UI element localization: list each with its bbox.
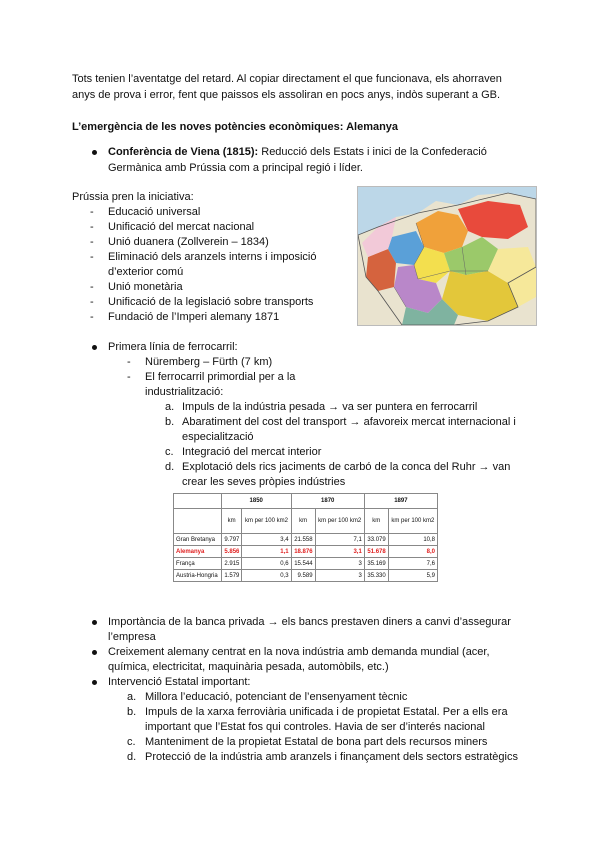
table-subheader: km [291,509,315,534]
prussia-item-continuation: d’exterior comú [108,266,184,278]
section-heading: L’emergència de les noves potències econòmiques: Alemanya [72,121,399,133]
growth-line-2: química, electricitat, maquinària pesada, automòbils, etc.) [108,661,389,673]
table-row [174,534,438,546]
rail-point: Impuls de la indústria pesada → va ser puntera en ferrocarril [182,401,478,413]
bullet-dot [92,620,97,625]
table-year: 1850 [221,494,291,509]
rail-point-cont: especialització [182,431,254,443]
banking-line-1: Importància de la banca privada → els bancs prestaven diners a canvi d’assegurar [108,616,511,628]
dash-marker: - [90,206,94,218]
prussia-intro: Prússia pren la iniciativa: [72,191,194,203]
table-country: Alemanya [174,546,222,558]
rail-point-letter: a. [165,401,175,413]
dash-marker: - [127,356,131,368]
table-cell: 8,0 [388,546,437,558]
table-cell: 21.558 [291,534,315,546]
bullet-dot [92,650,97,655]
table-subheader: km [364,509,388,534]
table-cell: 0,3 [242,570,291,582]
table-cell: 5,9 [388,570,437,582]
table-subheader-row [174,509,438,534]
rail-point-letter: b. [165,416,175,428]
table-cell: 9.589 [291,570,315,582]
prussia-item: Unió duanera (Zollverein – 1834) [108,236,269,248]
rail-sub-1: Nüremberg – Fürth (7 km) [145,356,273,368]
state-point-cont: important que l’Estat fos qui controles. Havia de ser d’interés nacional [145,721,485,733]
dash-marker: - [90,236,94,248]
state-point-letter: d. [127,751,137,763]
table-cell: 35.169 [364,558,388,570]
intro-line-2: anys de prova i error, fent que paissos els assoliran en pocs anys, indòs superant a GB. [72,89,501,101]
table-cell: 3,4 [242,534,291,546]
state-intervention-title: Intervenció Estatal important: [108,676,251,688]
bullet-dot [92,345,97,350]
prussia-item: Unificació del mercat nacional [108,221,255,233]
table-year: 1870 [291,494,364,509]
table-subheader: km per 100 km2 [315,509,364,534]
table-cell: 51.678 [364,546,388,558]
table-subheader: km per 100 km2 [242,509,291,534]
state-point: Protecció de la indústria amb aranzels i finançament dels sectors estratègics [145,751,518,763]
rail-point: Abaratiment del cost del transport → afavoreix mercat internacional i [182,416,516,428]
rail-point-cont: crear les seves pròpies indústries [182,476,346,488]
table-cell: 33.079 [364,534,388,546]
table-cell: 7,1 [315,534,364,546]
table-cell: 5.856 [221,546,242,558]
table-corner [174,494,222,509]
table-cell: 18.876 [291,546,315,558]
state-point: Manteniment de la propietat Estatal de bona part dels recursos miners [145,736,488,748]
rail-point-letter: c. [165,446,174,458]
table-country: Austria-Hongria [174,570,222,582]
bullet-dot [92,150,97,155]
table-cell: 7,6 [388,558,437,570]
table-cell: 3 [315,558,364,570]
prussia-item: Educació universal [108,206,201,218]
prussia-item: Eliminació dels aranzels interns i imposició [108,251,317,263]
table-cell: 35.330 [364,570,388,582]
table-cell: 1.579 [221,570,242,582]
rail-title: Primera línia de ferrocarril: [108,341,238,353]
congress-label: Conferència de Viena (1815): [108,146,259,158]
congress-line-1 [108,145,487,160]
table-country: França [174,558,222,570]
railway-table [173,493,438,582]
rail-point: Explotació dels rics jaciments de carbó de la conca del Ruhr → van [182,461,511,473]
table-cell: 15.544 [291,558,315,570]
intro-line-1: Tots tenien l’aventatge del retard. Al copiar directament el que funcionava, els ahorraven [72,73,502,85]
growth-line-1: Creixement alemany centrat en la nova indústria amb demanda mundial (acer, [108,646,490,658]
dash-marker: - [90,221,94,233]
bullet-dot [92,680,97,685]
table-cell: 3,1 [315,546,364,558]
table-country: Gran Bretanya [174,534,222,546]
table-year: 1897 [364,494,437,509]
state-point-letter: a. [127,691,137,703]
table-cell: 3 [315,570,364,582]
table-subheader: km per 100 km2 [388,509,437,534]
rail-point-letter: d. [165,461,175,473]
map-image [357,186,537,326]
dash-marker: - [90,296,94,308]
rail-sub-2a: El ferrocarril primordial per a la [145,371,296,383]
rail-sub-2b: industrialització: [145,386,224,398]
state-point-letter: c. [127,736,136,748]
table-cell: 2.915 [221,558,242,570]
dash-marker: - [90,311,94,323]
congress-text-1: Reducció dels Estats i inici de la Confederació [258,146,487,158]
banking-line-2: l’empresa [108,631,156,643]
dash-marker: - [127,371,131,383]
table-cell: 0,6 [242,558,291,570]
state-point: Impuls de la xarxa ferroviària unificada i de propietat Estatal. Per a ells era [145,706,508,718]
table-row [174,558,438,570]
state-point-letter: b. [127,706,137,718]
prussia-item: Unificació de la legislació sobre transports [108,296,314,308]
table-corner [174,509,222,534]
table-row [174,570,438,582]
state-point: Millora l’educació, potenciant de l’ensenyament tècnic [145,691,408,703]
congress-line-2: Germànica amb Prússia com a principal regió i líder. [108,162,363,174]
rail-point: Integració del mercat interior [182,446,322,458]
table-cell: 1,1 [242,546,291,558]
table-year-row [174,494,438,509]
dash-marker: - [90,281,94,293]
table-subheader: km [221,509,242,534]
table-cell: 10,8 [388,534,437,546]
prussia-item: Unió monetària [108,281,183,293]
prussia-item: Fundació de l’Imperi alemany 1871 [108,311,280,323]
dash-marker: - [90,251,94,263]
table-row-highlighted [174,546,438,558]
table-cell: 9.797 [221,534,242,546]
